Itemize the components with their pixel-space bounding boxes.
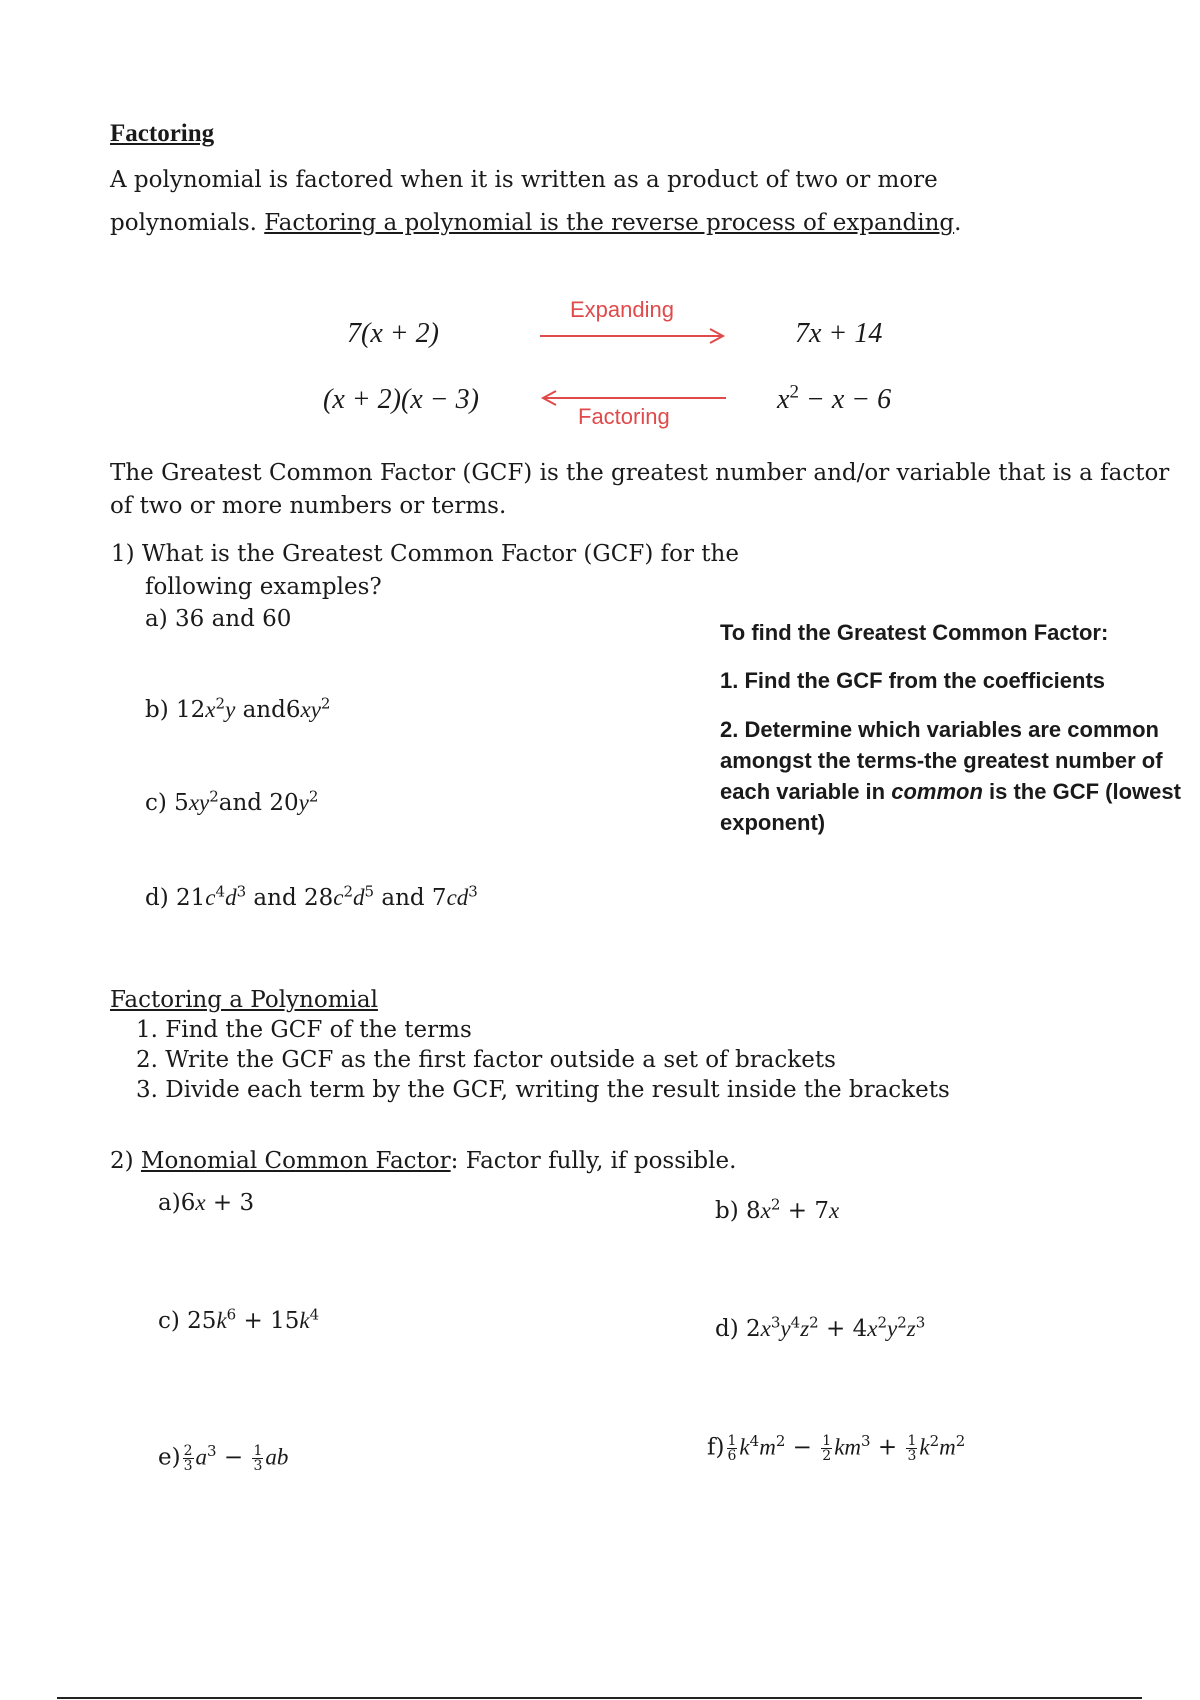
q2-f-label: f) — [707, 1434, 725, 1461]
factoring-polynomial-heading: Factoring a Polynomial — [110, 987, 378, 1013]
intro-line-1: A polynomial is factored when it is written as a product of two or more — [110, 167, 938, 193]
q1-d: d) $21c^4d^3$ and $28c^2d^5$ and $7cd^3$ — [145, 882, 478, 911]
factoring-step-3: 3. Divide each term by the GCF, writing the result inside the brackets — [136, 1077, 950, 1103]
factoring-step-2: 2. Write the GCF as the first factor outside a set of brackets — [136, 1047, 836, 1073]
q2-e: e) $\frac{2}{3}$ $a^3$ − $\frac{1}{3}$ ab — [158, 1441, 289, 1474]
tip-step-2-line-3 — [720, 779, 1181, 805]
q2-e-label: e) — [158, 1444, 181, 1471]
q1-prompt-line-1: 1) What is the Greatest Common Factor (GCF) for the — [111, 541, 739, 567]
q2-a-label: a) — [158, 1190, 181, 1216]
q1-b-label: b) — [145, 697, 177, 723]
tip-step-1: 1. Find the GCF from the coefficients — [720, 668, 1106, 693]
q2-b-label: b) — [715, 1198, 747, 1224]
page-title: Factoring — [110, 120, 215, 147]
q2-c: c) $25k^6 + 15k^4$ — [158, 1305, 320, 1334]
gcf-definition-line-2: of two or more numbers or terms. — [110, 493, 507, 519]
tip-step-2-line-3-b: is the GCF (lowest — [982, 779, 1181, 804]
right-bottom-rest: − x − 6 — [798, 384, 892, 415]
intro-line-2-end: . — [954, 210, 962, 236]
right-bottom-base: x — [777, 384, 790, 415]
expanding-arrow-icon — [538, 324, 728, 348]
q2-d-label: d) — [715, 1316, 747, 1342]
intro-line-2 — [110, 210, 961, 236]
q1-a: a) 36 and 60 — [145, 606, 292, 632]
q1-prompt-line-2: following examples? — [145, 574, 382, 600]
right-bottom-exp: 2 — [789, 381, 799, 403]
q1-b: b) $12x^2y$ $and6xy^2$ — [145, 694, 331, 723]
q2-suffix: : Factor fully, if possible. — [450, 1148, 737, 1174]
factoring-step-1: 1. Find the GCF of the terms — [136, 1017, 472, 1043]
q2-prompt — [110, 1148, 736, 1174]
q1-c-label: c) — [145, 790, 175, 816]
tip-step-2-line-4: exponent) — [720, 810, 826, 835]
diagram-right-top: 7x + 14 — [795, 318, 883, 349]
tip-step-2-line-3-a: each variable in — [720, 779, 892, 804]
gcf-definition-line-1: The Greatest Common Factor (GCF) is the greatest number and/or variable that is a factor — [110, 460, 1170, 486]
factoring-label: Factoring — [578, 404, 670, 429]
tip-step-2-emphasis: common — [891, 779, 983, 804]
expanding-label: Expanding — [570, 297, 674, 322]
tip-step-2-line-2: amongst the terms-the greatest number of — [720, 748, 1163, 773]
q2-prefix: 2) — [110, 1148, 141, 1174]
tip-step-2-line-1: 2. Determine which variables are common — [720, 717, 1159, 742]
q2-a: a)6x + 3 — [158, 1190, 255, 1216]
q2-d: d) $2x^3y^4z^2 + 4x^2y^2z^3$ — [715, 1313, 926, 1342]
intro-definition: Factoring a polynomial is the reverse process of expanding — [264, 210, 955, 236]
q2-f: f) $\frac{1}{6}$ $k^4m^2$ − $\frac{1}{2}$ $km^3$ + $\frac{1}{3}$ $k^2m^2$ — [707, 1431, 966, 1464]
q1-d-label: d) — [145, 885, 177, 911]
diagram-left-top: 7(x + 2) — [347, 318, 439, 349]
tip-heading: To find the Greatest Common Factor: — [720, 620, 1109, 645]
q2-topic: Monomial Common Factor — [140, 1148, 451, 1174]
intro-line-2-start: polynomials. — [110, 210, 265, 236]
q2-b: b) $8x^2 + 7x$ — [715, 1195, 840, 1224]
q1-c: c) $5xy^2and$ $20y^2$ — [145, 787, 319, 816]
diagram-right-bottom — [777, 381, 892, 416]
q2-c-label: c) — [158, 1308, 188, 1334]
diagram-left-bottom: (x + 2)(x − 3) — [323, 384, 479, 415]
footer-divider — [57, 1697, 1142, 1699]
